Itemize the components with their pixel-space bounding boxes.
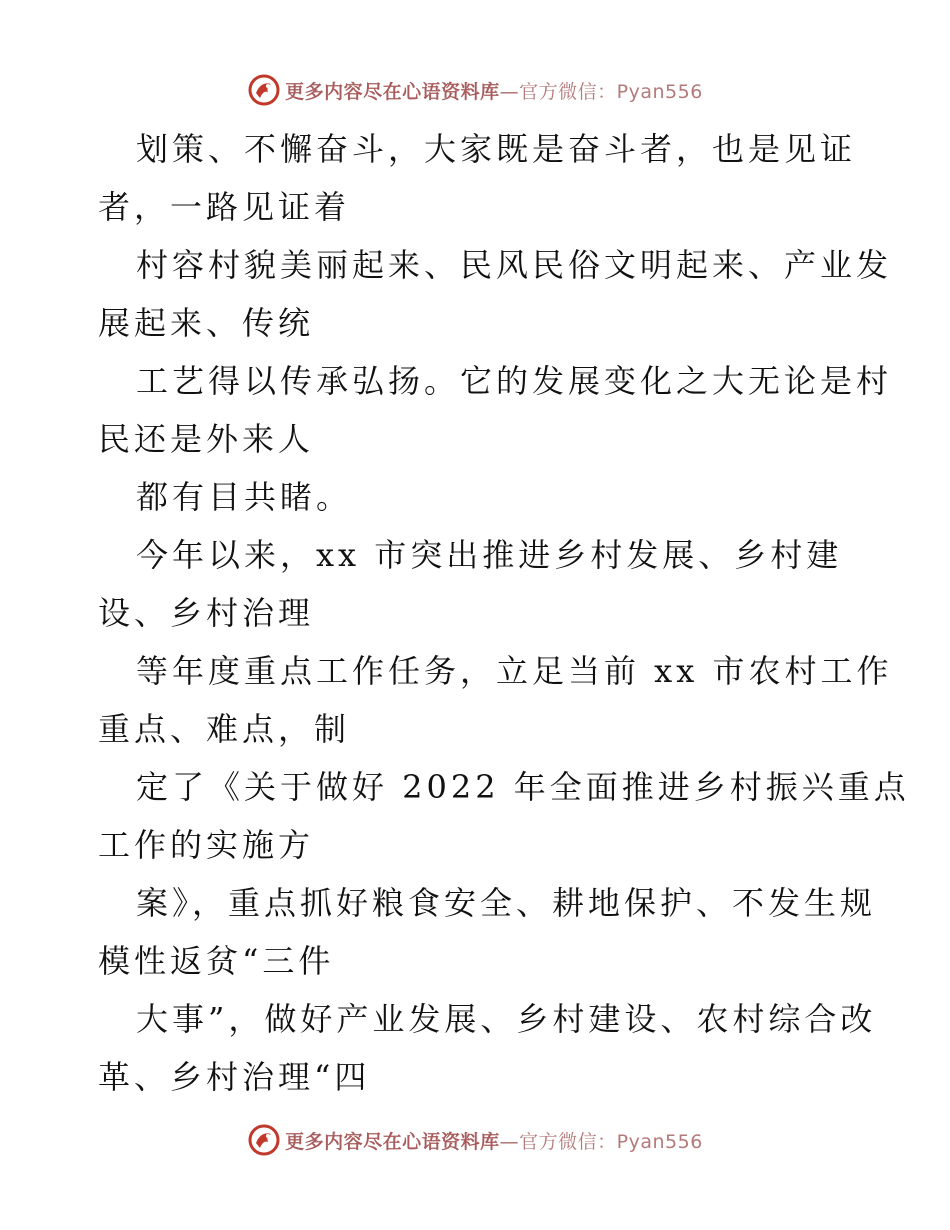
text-line: 革、乡村治理“四 xyxy=(98,1058,371,1096)
header-watermark xyxy=(0,70,950,110)
text-line: 案》，重点抓好粮食安全、耕地保护、不发生规 xyxy=(136,884,877,922)
watermark-text xyxy=(285,77,703,104)
text-line: 模性返贫“三件 xyxy=(98,942,335,980)
text-line: 村容村貌美丽起来、民风民俗文明起来、产业发 xyxy=(136,246,893,284)
text-line: 划策、不懈奋斗，大家既是奋斗者，也是见证 xyxy=(136,130,857,168)
document-body xyxy=(98,120,910,1106)
watermark-account-text: 官方微信：Pyan556 xyxy=(519,80,703,103)
text-line: 等年度重点工作任务，立足当前 xx 市农村工作 xyxy=(136,652,893,690)
text-line: 展起来、传统 xyxy=(98,304,315,342)
text-line: 工艺得以传承弘扬。它的发展变化之大无论是村 xyxy=(136,362,893,400)
watermark-account-text: 官方微信：Pyan556 xyxy=(519,1130,703,1153)
text-line: 民还是外来人 xyxy=(98,420,315,458)
text-line: 者，一路见证着 xyxy=(98,188,351,226)
text-line: 重点、难点，制 xyxy=(98,710,351,748)
text-line: 今年以来，xx 市突出推进乡村发展、乡村建 xyxy=(136,536,843,574)
dragon-logo-icon xyxy=(247,1123,281,1157)
text-line: 工作的实施方 xyxy=(98,826,315,864)
footer-watermark xyxy=(0,1120,950,1160)
watermark-separator: — xyxy=(499,80,520,103)
text-line: 定了《关于做好 2022 年全面推进乡村振兴重点 xyxy=(136,768,910,806)
watermark-library-text: 更多内容尽在心语资料库 xyxy=(285,1130,500,1153)
dragon-logo-icon xyxy=(247,73,281,107)
text-line: 设、乡村治理 xyxy=(98,594,315,632)
watermark-library-text: 更多内容尽在心语资料库 xyxy=(285,80,500,103)
watermark-separator: — xyxy=(499,1130,520,1153)
watermark-text xyxy=(285,1127,703,1154)
text-line: 大事”，做好产业发展、乡村建设、农村综合改 xyxy=(136,1000,877,1038)
text-line: 都有目共睹。 xyxy=(136,478,353,516)
